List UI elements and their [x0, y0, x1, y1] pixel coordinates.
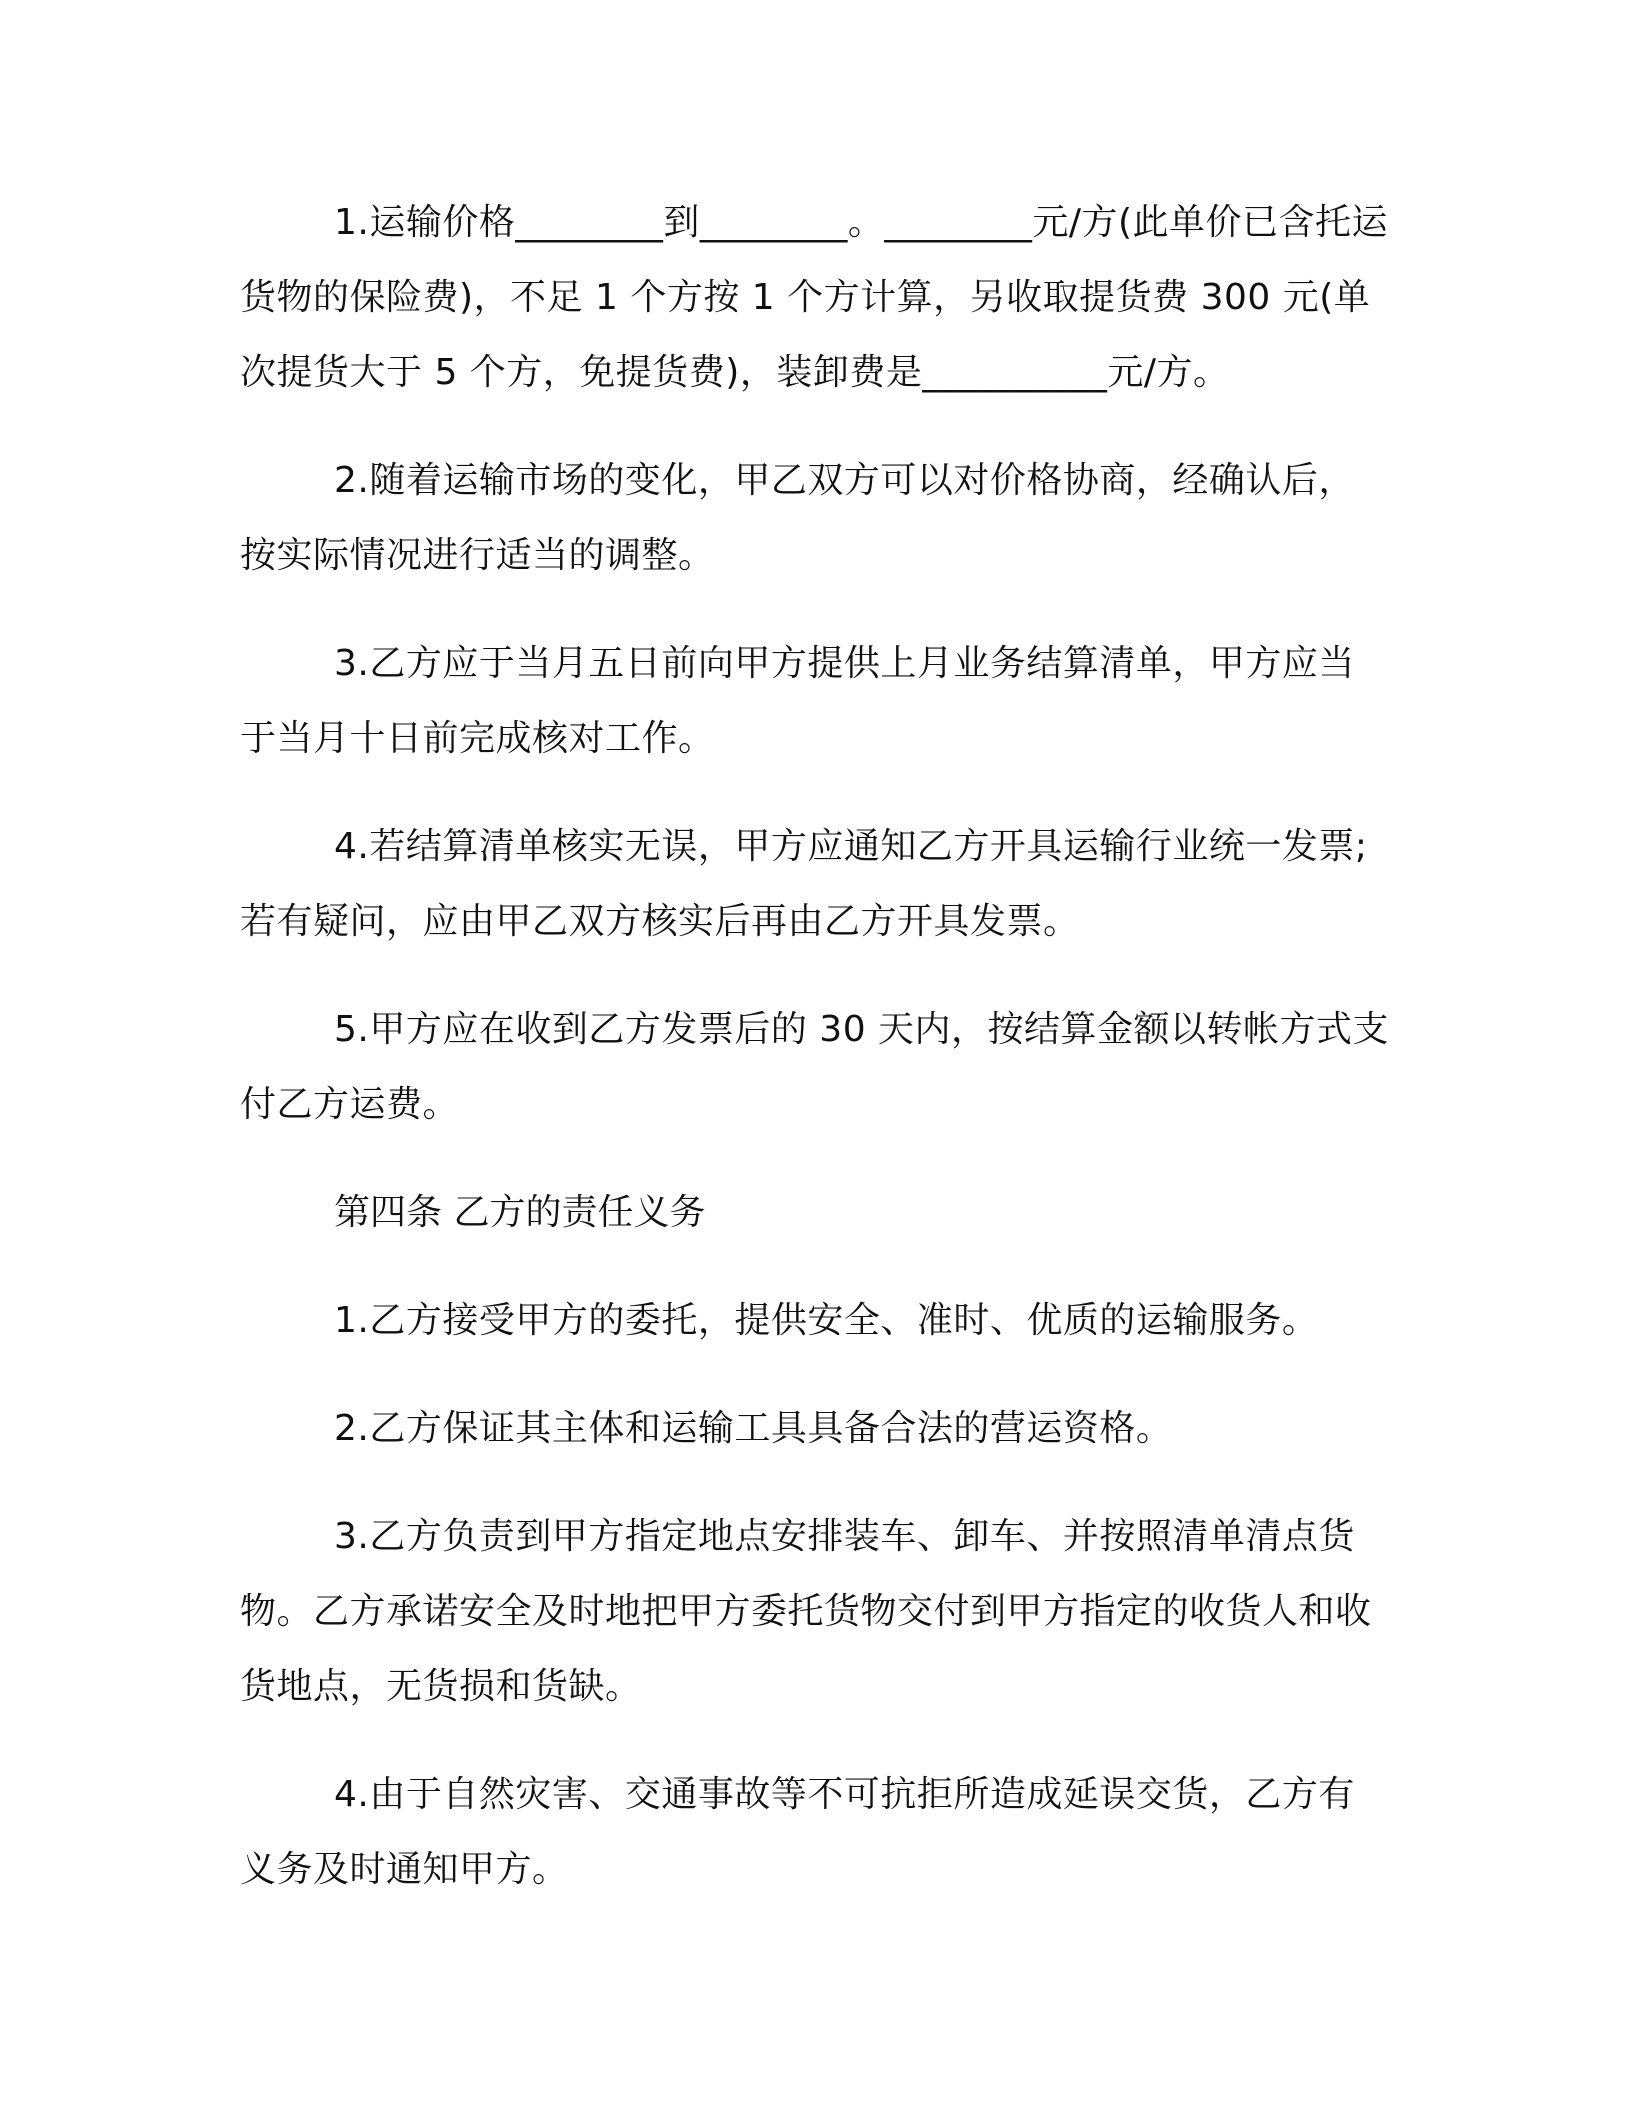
paragraph-invoice: 4.若结算清单核实无误，甲方应通知乙方开具运输行业统一发票;若有疑问，应由甲乙双方核实后再由乙方开具发票。: [240, 826, 1368, 942]
paragraph-force-majeure: 4.由于自然灾害、交通事故等不可抗拒所造成延误交货，乙方有义务及时通知甲方。: [240, 1774, 1355, 1890]
paragraph-legal-qualification: 2.乙方保证其主体和运输工具具备合法的营运资格。: [334, 1408, 1173, 1449]
paragraph-price-adjustment: 2.随着运输市场的变化，甲乙双方可以对价格协商，经确认后，按实际情况进行适当的调整。: [240, 460, 1355, 576]
section-heading-article-four: 第四条 乙方的责任义务: [334, 1192, 706, 1233]
document-body: [240, 185, 1390, 1940]
paragraph-accept-commission: 1.乙方接受甲方的委托，提供安全、准时、优质的运输服务。: [334, 1300, 1319, 1341]
paragraph-payment: 5.甲方应在收到乙方发票后的 30 天内，按结算金额以转帐方式支付乙方运费。: [240, 1009, 1390, 1125]
paragraph-loading-delivery: 3.乙方负责到甲方指定地点安排装车、卸车、并按照清单清点货物。乙方承诺安全及时地把甲方委托货物交付到甲方指定的收货人和收货地点，无货损和货缺。: [240, 1516, 1372, 1707]
paragraph-settlement-list: 3.乙方应于当月五日前向甲方提供上月业务结算清单，甲方应当于当月十日前完成核对工作。: [240, 643, 1355, 759]
paragraph-price: 1.运输价格________到________。________元/方(此单价已含托运货物的保险费)，不足 1 个方按 1 个方计算，另收取提货费 300 元(单次提货大于 5 个方，免提货费)，装卸费是__________元/方。: [240, 202, 1389, 393]
